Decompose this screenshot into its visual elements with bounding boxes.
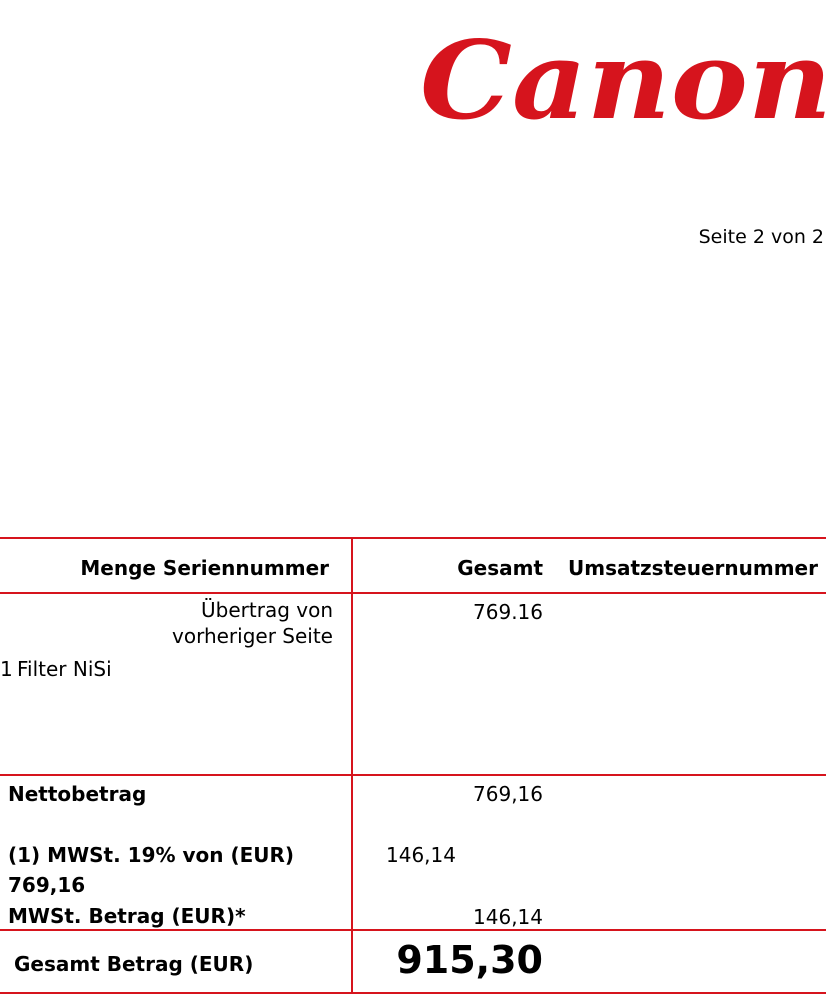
canon-logo [420,26,834,130]
items-bottom-border [0,774,826,776]
header-vat-id: Umsatzsteuernummer [568,556,818,580]
grand-total-label: Gesamt Betrag (EUR) [14,952,254,976]
canon-logo-text: Canon [420,26,832,130]
net-label: Nettobetrag [8,782,147,806]
vat-base-amount: 146,14 [386,843,456,867]
header-quantity-serial: Menge Seriennummer [80,556,329,580]
column-divider [351,537,353,994]
carry-over-label-line1: Übertrag von [201,598,333,622]
item-description: Filter NiSi [17,657,112,681]
canon-logo-wordmark [420,26,834,130]
page-number: Seite 2 von 2 [698,226,824,248]
item-quantity: 1 [0,657,13,681]
vat-label-line2: 769,16 [8,873,86,897]
carry-over-amount: 769.16 [473,600,543,624]
vat-label-line1: (1) MWSt. 19% von (EUR) [8,843,295,867]
vat-amount-label: MWSt. Betrag (EUR)* [8,904,246,928]
net-amount: 769,16 [473,782,543,806]
header-bottom-border [0,592,826,594]
summary-bottom-border [0,929,826,931]
grand-total-amount: 915,30 [396,938,543,982]
table-top-border [0,537,826,539]
table-bottom-border [0,992,826,994]
carry-over-label-line2: vorheriger Seite [172,624,333,648]
vat-amount: 146,14 [473,905,543,929]
header-total: Gesamt [457,556,543,580]
